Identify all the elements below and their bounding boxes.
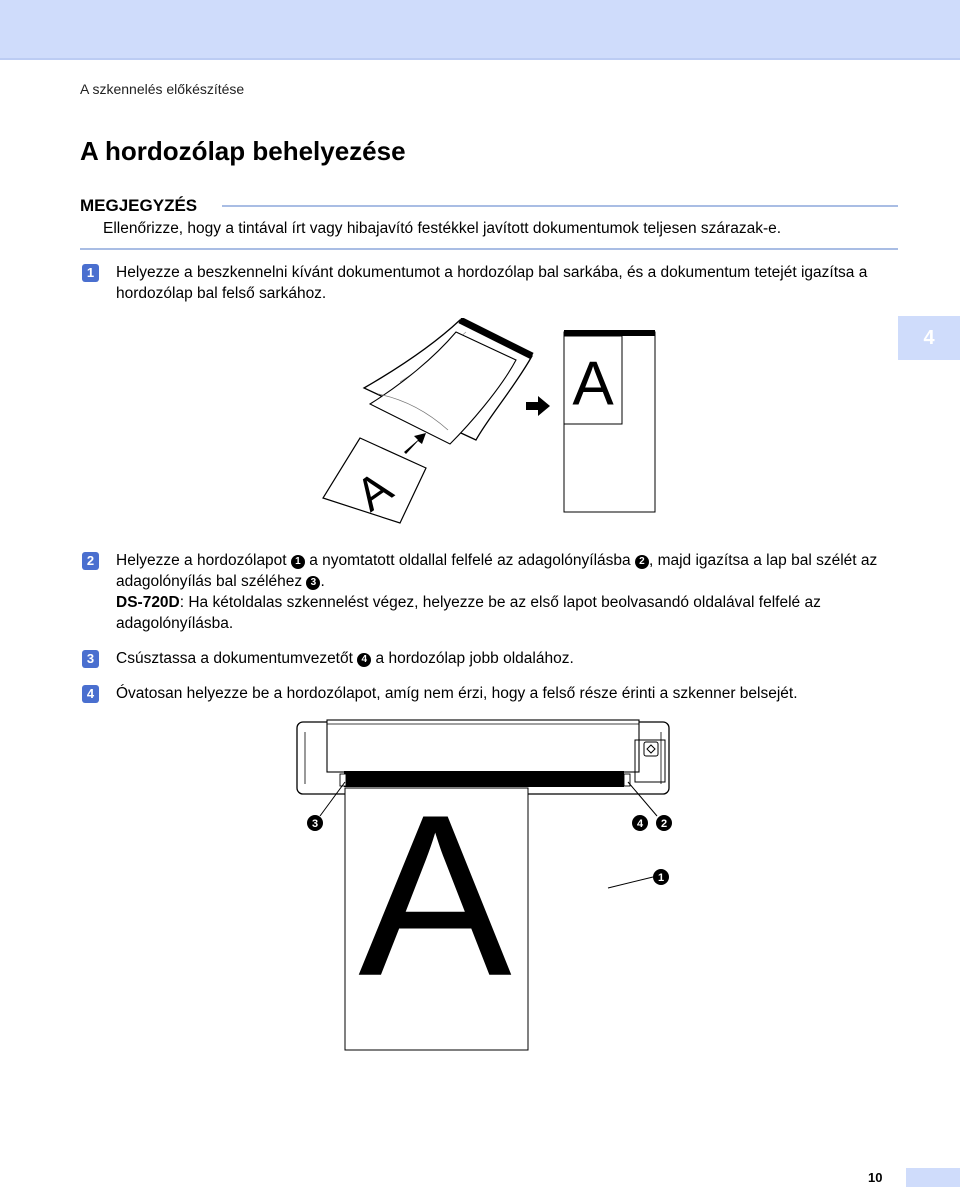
callout-3-marker xyxy=(307,815,323,831)
result-sheet xyxy=(564,330,655,512)
footer-band xyxy=(906,1168,960,1187)
step-3-text-a: Csúsztassa a dokumentumvezetőt xyxy=(116,650,353,667)
step-2-marker: 2 xyxy=(82,552,99,570)
carrier-sheet-illustration xyxy=(318,318,664,528)
step-4-text xyxy=(116,683,906,704)
insert-arrow-icon xyxy=(404,433,426,454)
leader-line-sheet xyxy=(608,877,653,888)
note-heading: MEGJEGYZÉS xyxy=(80,196,198,215)
callout-2: 2 xyxy=(635,555,649,569)
step-2-text xyxy=(116,550,906,634)
document-letter: A xyxy=(346,460,402,521)
step-3-text-b: a hordozólap jobb oldalához. xyxy=(375,650,574,667)
model-label: DS-720D xyxy=(116,594,180,611)
callout-2-marker xyxy=(656,815,672,831)
callout-1: 1 xyxy=(291,555,305,569)
page-title: A hordozólap behelyezése xyxy=(80,136,406,166)
result-arrow-icon xyxy=(526,396,550,416)
step-2-text-a: Helyezze a hordozólapot xyxy=(116,552,287,569)
callout-4-label: 4 xyxy=(636,817,644,830)
step-3-marker: 3 xyxy=(82,650,99,668)
callout-4: 4 xyxy=(357,653,371,667)
step-2-text-d: . xyxy=(320,573,325,590)
carrier-sheet xyxy=(345,767,528,1050)
header-band-line xyxy=(0,58,960,60)
callout-2-label: 2 xyxy=(660,817,668,830)
callout-3: 3 xyxy=(306,576,320,590)
note-rule-top xyxy=(222,205,898,207)
scanner-feed-illustration xyxy=(295,718,680,1053)
callout-1-label: 1 xyxy=(657,871,665,884)
step-1-marker: 1 xyxy=(82,264,99,282)
result-letter: A xyxy=(572,349,614,419)
step-2-text-c: , majd igazítsa a lap bal szélét az adagolónyílás bal széléhez xyxy=(116,552,878,590)
step-4-paragraph: Óvatosan helyezze be a hordozólapot, amíg nem érzi, hogy a felső része érinti a szkenner belsejét. xyxy=(116,685,798,702)
step-1-paragraph: Helyezze a beszkennelni kívánt dokumentumot a hordozólap bal sarkába, és a dokumentum tetejét igazítsa a hordozólap bal felső sarkához. xyxy=(116,264,868,302)
tilted-document xyxy=(323,438,426,523)
header-band xyxy=(0,0,960,58)
step-3-paragraph xyxy=(116,648,906,669)
sheet-letter: A xyxy=(358,766,512,1024)
step-4-marker: 4 xyxy=(82,685,99,703)
callout-4-marker xyxy=(632,815,648,831)
note-rule-bottom xyxy=(80,248,898,250)
step-2-text-b: a nyomtatott oldallal felfelé az adagolónyílásba xyxy=(309,552,631,569)
step-1-text xyxy=(116,262,906,304)
callout-3-label: 3 xyxy=(311,817,319,830)
running-header: A szkennelés előkészítése xyxy=(80,81,245,97)
step-2-model-note xyxy=(116,592,906,634)
callout-1-marker xyxy=(653,869,669,885)
power-button-icon xyxy=(644,742,658,756)
page-number: 10 xyxy=(868,1170,883,1185)
model-note-text: : Ha kétoldalas szkennelést végez, helyezze be az első lapot beolvasandó oldalával felfelé az adagolónyílásba. xyxy=(116,594,821,632)
note-text: Ellenőrizze, hogy a tintával írt vagy hibajavító festékkel javított dokumentumok teljesen szárazak-e. xyxy=(103,220,782,237)
step-2-paragraph xyxy=(116,550,906,592)
chapter-tab: 4 xyxy=(898,316,960,360)
step-3-text xyxy=(116,648,906,669)
